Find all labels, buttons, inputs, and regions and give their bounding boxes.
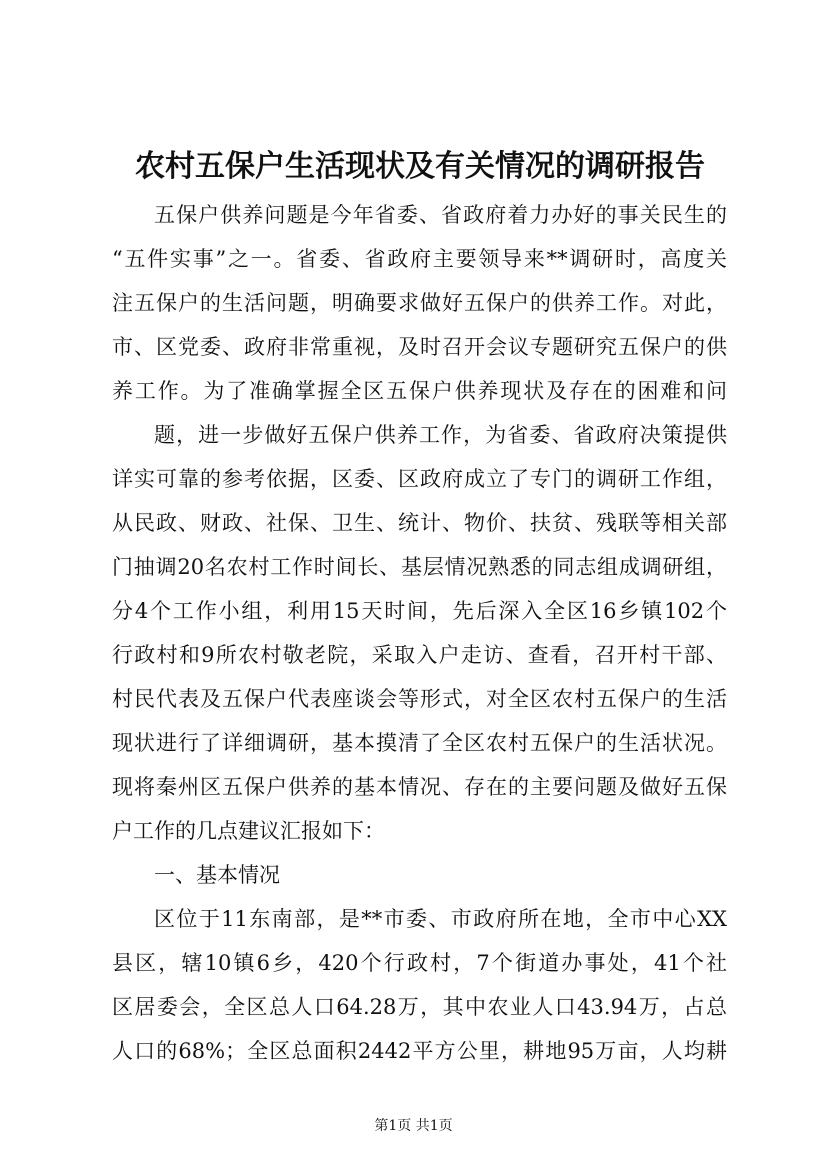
document-title: 农村五保户生活现状及有关情况的调研报告 [135,149,705,184]
body-line: 门抽调20名农村工作时间长、基层情况熟悉的同志组成调研组， [112,555,727,579]
body-line: 行政村和9所农村敬老院，采取入户走访、查看，召开村干部、 [112,643,727,667]
body-line: 从民政、财政、社保、卫生、统计、物价、扶贫、残联等相关部 [112,511,727,535]
body-line: 村民代表及五保户代表座谈会等形式，对全区农村五保户的生活 [112,687,727,711]
body-line: 注五保户的生活问题，明确要求做好五保户的供养工作。对此， [112,291,727,315]
section-heading: 一、基本情况 [154,863,280,887]
body-line: 现状进行了详细调研，基本摸清了全区农村五保户的生活状况。 [112,731,727,755]
body-line: 市、区党委、政府非常重视，及时召开会议专题研究五保户的供 [112,335,727,359]
body-line: 分4个工作小组，利用15天时间，先后深入全区16乡镇102个 [112,599,727,623]
page-number-footer: 第1页 共1页 [374,1118,453,1134]
body-line: 现将秦州区五保户供养的基本情况、存在的主要问题及做好五保 [112,775,727,799]
body-line: 详实可靠的参考依据，区委、区政府成立了专门的调研工作组， [112,467,727,491]
body-line: “五件实事”之一。省委、省政府主要领导来**调研时，高度关 [112,247,727,271]
body-line: 题，进一步做好五保户供养工作，为省委、省政府决策提供 [154,423,727,447]
body-line: 户工作的几点建议汇报如下： [112,819,385,843]
body-line: 养工作。为了准确掌握全区五保户供养现状及存在的困难和问 [112,379,727,403]
body-line: 区居委会，全区总人口64.28万，其中农业人口43.94万，占总 [112,995,727,1019]
body-line: 人口的68%；全区总面积2442平方公里，耕地95万亩，人均耕 [112,1039,727,1063]
body-line: 区位于11东南部，是**市委、市政府所在地，全市中心XX [154,907,727,931]
body-line: 县区，辖10镇6乡，420个行政村，7个街道办事处，41个社 [112,951,727,975]
body-line: 五保户供养问题是今年省委、省政府着力办好的事关民生的 [154,203,727,227]
